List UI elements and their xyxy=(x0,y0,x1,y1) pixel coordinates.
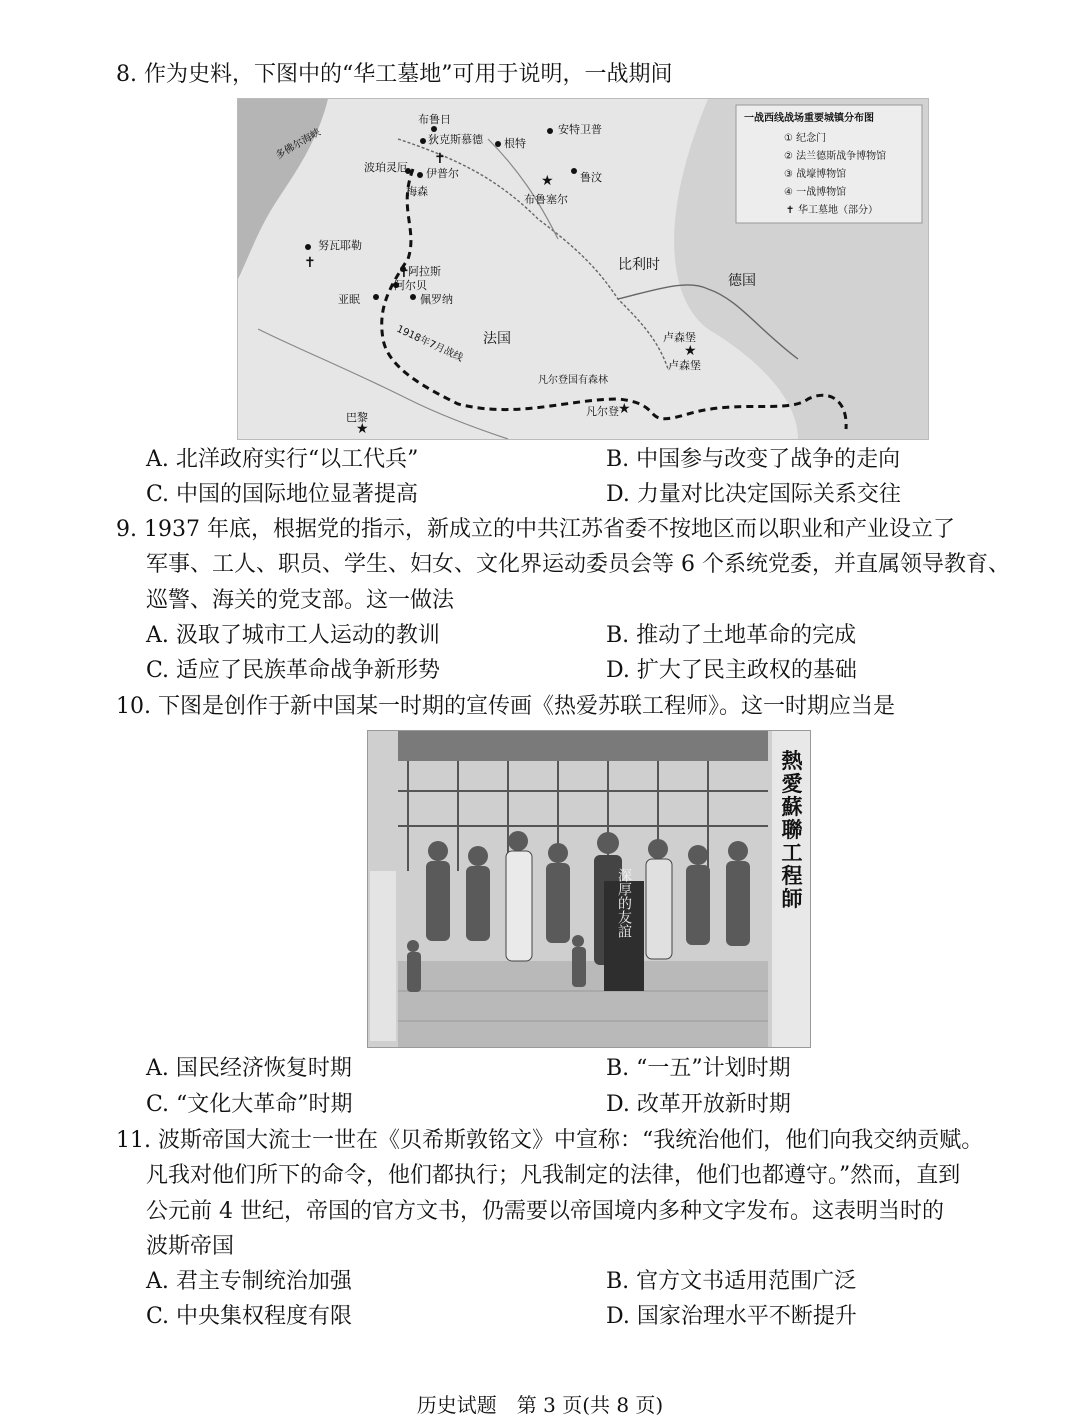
poster-title: 熱愛蘇聯工程師 xyxy=(781,748,803,911)
city-dot-dixmude xyxy=(420,138,426,144)
city-dot-noyelles xyxy=(305,244,311,250)
city-dot-bruges xyxy=(431,126,437,132)
map-legend-item-2: ② 法兰德斯战争博物馆 xyxy=(784,151,887,162)
city-dot-leuven xyxy=(571,168,577,174)
page-footer: 历史试题 第 3 页(共 8 页) xyxy=(416,1393,664,1417)
sea-area xyxy=(238,99,328,279)
q10-option-c: C. “文化大革命”时期 xyxy=(146,1092,353,1117)
q10-option-a: A. 国民经济恢复时期 xyxy=(146,1056,352,1081)
label-dixmude: 狄克斯慕德 xyxy=(428,133,483,146)
label-ypres: 伊普尔 xyxy=(426,167,459,180)
q11-stem-line3: 公元前 4 世纪，帝国的官方文书，仍需要以帝国境内多种文字发布。这表明当时的 xyxy=(146,1199,944,1224)
label-germany: 德国 xyxy=(728,273,756,289)
star-verdun: ★ xyxy=(618,401,631,417)
river-somme xyxy=(258,329,508,439)
q10-option-b: B. “一五”计划时期 xyxy=(606,1056,791,1081)
label-verdun: 凡尔登 xyxy=(586,405,619,418)
label-channel: 多佛尔海峡 xyxy=(274,127,323,162)
label-poperinge: 波珀灵厄 xyxy=(364,161,408,174)
label-leuven: 鲁汶 xyxy=(580,171,602,184)
capital-star-paris: ★ xyxy=(356,421,369,437)
cemetery-cross-icon: ✝ xyxy=(786,205,795,216)
q11-option-a: A. 君主专制统治加强 xyxy=(146,1269,352,1294)
label-bruges: 布鲁日 xyxy=(418,113,451,126)
map-legend-item-4: ④ 一战博物馆 xyxy=(784,187,847,198)
q11-stem-line2: 凡我对他们所下的命令，他们都执行；凡我制定的法律，他们也都遵守。”然而，直到 xyxy=(146,1163,961,1188)
map-legend-item-3: ③ 战壕博物馆 xyxy=(784,169,847,180)
map-legend-title: 一战西线战场重要城镇分布图 xyxy=(744,113,874,124)
propaganda-poster xyxy=(367,730,811,1048)
label-mechelen: 梅森 xyxy=(406,185,428,198)
label-belgium: 比利时 xyxy=(618,257,660,273)
cemetery-cross-icon: ✝ xyxy=(434,151,446,167)
city-dot-ghent xyxy=(495,141,501,147)
q8-option-a: A. 北洋政府实行“以工代兵” xyxy=(146,447,419,472)
q8-stem: 8. 作为史料，下图中的“华工墓地”可用于说明，一战期间 xyxy=(116,62,673,87)
label-luxembourg-country: 卢森堡 xyxy=(663,331,696,344)
q11-option-d: D. 国家治理水平不断提升 xyxy=(606,1304,857,1329)
q10-option-d: D. 改革开放新时期 xyxy=(606,1092,791,1117)
city-dot-antwerp xyxy=(547,128,553,134)
river-scheldt xyxy=(488,139,558,239)
city-dot-amiens xyxy=(373,294,379,300)
q11-option-c: C. 中央集权程度有限 xyxy=(146,1304,353,1329)
q9-stem-line2: 军事、工人、职员、学生、妇女、文化界运动委员会等 6 个系统党委，并直属领导教育、 xyxy=(146,552,1010,577)
q8-option-c: C. 中国的国际地位显著提高 xyxy=(146,482,419,507)
label-verdun-forest: 凡尔登国有森林 xyxy=(538,375,608,386)
map-legend-item-5: 华工墓地（部分） xyxy=(798,205,878,216)
city-dot-peronne xyxy=(410,294,416,300)
q8-option-d: D. 力量对比决定国际关系交往 xyxy=(606,482,901,507)
capital-star-luxembourg: ★ xyxy=(684,343,697,359)
q11-option-b: B. 官方文书适用范围广泛 xyxy=(606,1269,857,1294)
q9-stem-line1: 9. 1937 年底，根据党的指示，新成立的中共江苏省委不按地区而以职业和产业设立了 xyxy=(116,517,955,542)
q9-option-b: B. 推动了土地革命的完成 xyxy=(606,623,857,648)
cemetery-cross-icon: ✝ xyxy=(398,265,410,281)
label-ghent: 根特 xyxy=(504,137,526,150)
cemetery-cross-icon: ✝ xyxy=(304,255,316,271)
label-front-1918: 1918年7月战线 xyxy=(394,323,465,365)
q9-stem-line3: 巡警、海关的党支部。这一做法 xyxy=(146,588,455,613)
label-albert: 阿尔贝 xyxy=(394,279,427,292)
label-amiens: 亚眠 xyxy=(338,293,360,306)
q11-stem-line4: 波斯帝国 xyxy=(146,1234,235,1259)
map-legend-item-1: ① 纪念门 xyxy=(784,133,827,144)
label-arras: 阿拉斯 xyxy=(408,265,441,278)
label-brussels: 布鲁塞尔 xyxy=(524,193,568,206)
label-luxembourg-city: 卢森堡 xyxy=(668,359,701,372)
q9-option-c: C. 适应了民族革命战争新形势 xyxy=(146,658,441,683)
label-france: 法国 xyxy=(483,331,511,347)
q9-option-d: D. 扩大了民主政权的基础 xyxy=(606,658,857,683)
label-noyelles: 努瓦耶勒 xyxy=(318,239,362,252)
poster-banner-text: 深厚的友誼 xyxy=(616,868,632,938)
q11-stem-line1: 11. 波斯帝国大流士一世在《贝希斯敦铭文》中宣称：“我统治他们，他们向我交纳贡赋。 xyxy=(116,1128,984,1153)
capital-star-brussels: ★ xyxy=(541,173,554,189)
western-front-map xyxy=(237,98,929,440)
q9-option-a: A. 汲取了城市工人运动的教训 xyxy=(146,623,440,648)
q8-option-b: B. 中国参与改变了战争的走向 xyxy=(606,447,901,472)
label-antwerp: 安特卫普 xyxy=(558,123,602,136)
label-peronne: 佩罗纳 xyxy=(420,293,453,306)
map-graphic xyxy=(238,99,928,439)
poster-illustration xyxy=(368,731,810,1047)
city-dot-ypres xyxy=(417,172,423,178)
label-paris: 巴黎 xyxy=(346,411,368,424)
q10-stem: 10. 下图是创作于新中国某一时期的宣传画《热爱苏联工程师》。这一时期应当是 xyxy=(116,694,895,719)
